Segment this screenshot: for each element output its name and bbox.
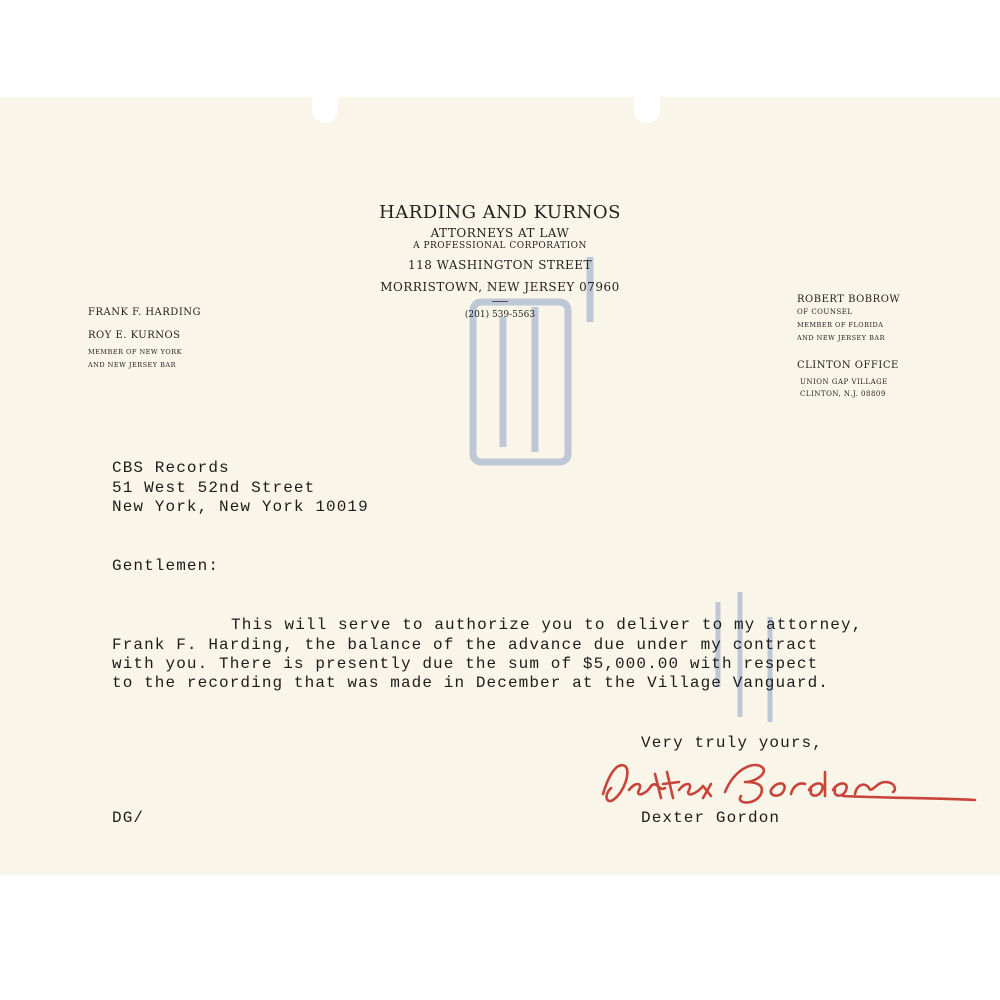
firm-street: 118 WASHINGTON STREET bbox=[407, 258, 593, 272]
salutation: Gentlemen: bbox=[112, 557, 220, 575]
body-line-4: to the recording that was made in December at the Village Vanguard. bbox=[112, 674, 830, 692]
body-line-2: Frank F. Harding, the balance of the advance due under my contract bbox=[112, 636, 819, 654]
firm-name: HARDING AND KURNOS bbox=[379, 202, 621, 223]
firm-phone: (201) 539-5563 bbox=[464, 310, 536, 320]
bar-membership-left-2: AND NEW JERSEY BAR bbox=[88, 361, 177, 369]
body-line-3: with you. There is presently due the sum of $5,000.00 with respect bbox=[112, 655, 819, 673]
punch-hole-right bbox=[634, 97, 660, 123]
bar-membership-left-1: MEMBER OF NEW YORK bbox=[88, 348, 182, 356]
partner-kurnos: ROY E. KURNOS bbox=[88, 330, 181, 341]
letter-paper bbox=[0, 97, 1000, 875]
clinton-office-title: CLINTON OFFICE bbox=[797, 360, 899, 371]
signer-name: Dexter Gordon bbox=[641, 809, 781, 827]
closing: Very truly yours, bbox=[641, 734, 823, 752]
letterhead-divider bbox=[492, 301, 508, 302]
firm-subtitle: ATTORNEYS AT LAW bbox=[430, 226, 570, 240]
partner-harding: FRANK F. HARDING bbox=[88, 307, 202, 318]
counsel-title: OF COUNSEL bbox=[797, 308, 853, 316]
clinton-office-line2: CLINTON, N.J. 08809 bbox=[800, 390, 886, 398]
typist-initials: DG/ bbox=[112, 809, 145, 827]
clinton-office-line1: UNION GAP VILLAGE bbox=[800, 378, 888, 386]
firm-corporation: A PROFESSIONAL CORPORATION bbox=[413, 241, 587, 251]
handwritten-signature bbox=[595, 752, 985, 812]
recipient-company: CBS Records bbox=[112, 459, 230, 477]
punch-hole-left bbox=[312, 97, 338, 123]
recipient-street: 51 West 52nd Street bbox=[112, 479, 316, 497]
bar-membership-right-1: MEMBER OF FLORIDA bbox=[797, 321, 884, 329]
bar-membership-right-2: AND NEW JERSEY BAR bbox=[797, 334, 886, 342]
counsel-name: ROBERT BOBROW bbox=[797, 294, 901, 305]
recipient-city: New York, New York 10019 bbox=[112, 498, 369, 516]
body-line-1: This will serve to authorize you to deliver to my attorney, bbox=[231, 616, 863, 634]
firm-city: MORRISTOWN, NEW JERSEY 07960 bbox=[380, 280, 620, 294]
